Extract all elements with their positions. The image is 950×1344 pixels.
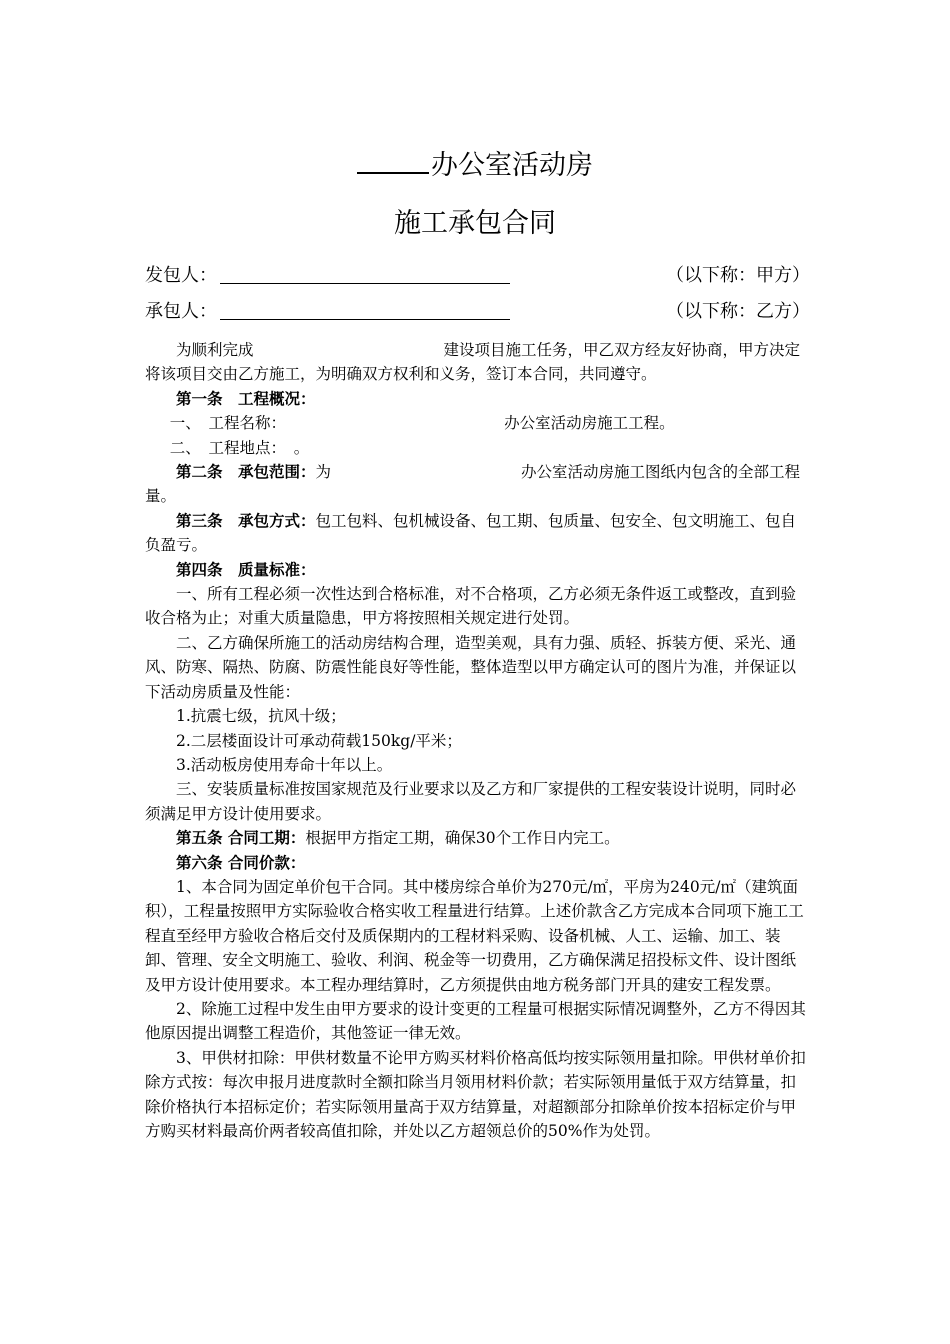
- title-line1-text: 办公室活动房: [431, 150, 593, 181]
- party-label: 承包人：: [145, 301, 217, 322]
- article-6-heading: 第六条 合同价款：: [176, 852, 306, 872]
- article-5: [145, 826, 810, 850]
- party-label: 发包人：: [145, 265, 217, 286]
- article-2-text-1: 为: [315, 463, 332, 482]
- article-1-item-1: [145, 411, 810, 435]
- article-4-para-1: 一、所有工程必须一次性达到合格标准，对不合格项，乙方必须无条件返工或整改，直到验收合格为止；对重大质量隐患，甲方将按照相关规定进行处罚。: [145, 585, 797, 628]
- party-alias: （以下称：甲方）: [666, 265, 810, 286]
- article-4-heading: 第四条 质量标准：: [176, 559, 316, 579]
- article-1-item-2: 二、 工程地点： 。: [169, 438, 310, 457]
- article-2: [145, 460, 810, 509]
- intro-text-2: 建设项目施工任务，甲乙双方经友好协商，甲方决定将该项目交由乙方施工，为明确双方权利和义务，签订本合同，共同遵守。: [145, 341, 801, 384]
- article-6-para-3: 3、甲供材扣除：甲供材数量不论甲方购买材料价格高低均按实际领用量扣除。甲供材单价扣除方式按：每次申报月进度款时全额扣除当月领用材料价款；若实际领用量低于双方结算量，扣除价格执行本招标定价；若实际领用量高于双方结算量，对超额部分扣除单价按本招标定价与甲方购买材料最高价两者较高值扣除，并处以乙方超领总价的50%作为处罚。: [145, 1048, 806, 1140]
- article-3: [145, 509, 810, 558]
- contract-title-line2: 施工承包合同: [394, 208, 556, 239]
- article-4-para-3: 三、安装质量标准按国家规范及行业要求以及乙方和厂家提供的工程安装设计说明，同时必须满足甲方设计使用要求。: [145, 780, 797, 823]
- intro-paragraph: [145, 338, 810, 387]
- title-blank-line: [357, 146, 429, 174]
- article-2-text-2: 办公室活动房施工图纸内包含的全部工程量。: [145, 463, 801, 506]
- article-3-text: 包工包料、包机械设备、包工期、包质量、包安全、包文明施工、包自负盈亏。: [145, 511, 797, 555]
- article-5-text: 根据甲方指定工期，确保30个工作日内完工。: [305, 829, 620, 848]
- contract-body: [145, 338, 810, 1143]
- article-4-list-item: 1.抗震七级，抗风十级；: [176, 707, 346, 726]
- article-2-heading: 第二条 承包范围：: [176, 462, 316, 482]
- article-6-para-1: [145, 875, 810, 997]
- intro-text-1: 为顺利完成: [176, 341, 254, 359]
- party-contractor: [145, 297, 810, 327]
- fill-in-line: [220, 319, 510, 320]
- article-6-para-1-b: （建筑面积），工程量按照甲方实际验收合格实收工程量进行结算。上述价款含乙方完成本合同项下施工工程直至经甲方验收合格后交付及质保期内的工程材料采购、设备机械、人工、运输、加工、装卸、管理、安全文明施工、验收、利润、税金等一切费用，乙方确保满足招投标文件、设计图纸及甲方设计使用要求。本工程办理结算时，乙方须提供由地方税务部门开具的建安工程发票。: [145, 877, 804, 994]
- article-4-list-item: 2.二层楼面设计可承动荷载150kg/平米；: [176, 731, 462, 750]
- article-6-para-1-a: 1、本合同为固定单价包干合同。其中楼房综合单价为270元/㎡，平房为240元/㎡: [176, 877, 736, 896]
- party-alias: （以下称：乙方）: [666, 301, 810, 322]
- article-4-list-item: 3.活动板房使用寿命十年以上。: [176, 755, 393, 774]
- article-1-heading: 第一条 工程概况：: [176, 388, 316, 408]
- fill-in-line: [220, 283, 510, 284]
- article-6-para-2: 2、除施工过程中发生由甲方要求的设计变更的工程量可根据实际情况调整外，乙方不得因其他原因提出调整工程造价，其他签证一律无效。: [145, 999, 806, 1043]
- item-label: 一、 工程名称：: [169, 414, 287, 433]
- contract-title-line1: [0, 146, 950, 184]
- article-4-para-2: 二、乙方确保所施工的活动房结构合理，造型美观，具有力强、质轻、拆装方便、采光、通风、防寒、隔热、防腐、防震性能良好等性能，整体造型以甲方确定认可的图片为准，并保证以下活动房质量及性能：: [145, 633, 797, 701]
- item-value: 办公室活动房施工工程。: [504, 414, 675, 433]
- party-employer: [145, 261, 810, 291]
- article-3-heading: 第三条 承包方式：: [176, 510, 316, 530]
- article-5-heading: 第五条 合同工期：: [176, 828, 306, 848]
